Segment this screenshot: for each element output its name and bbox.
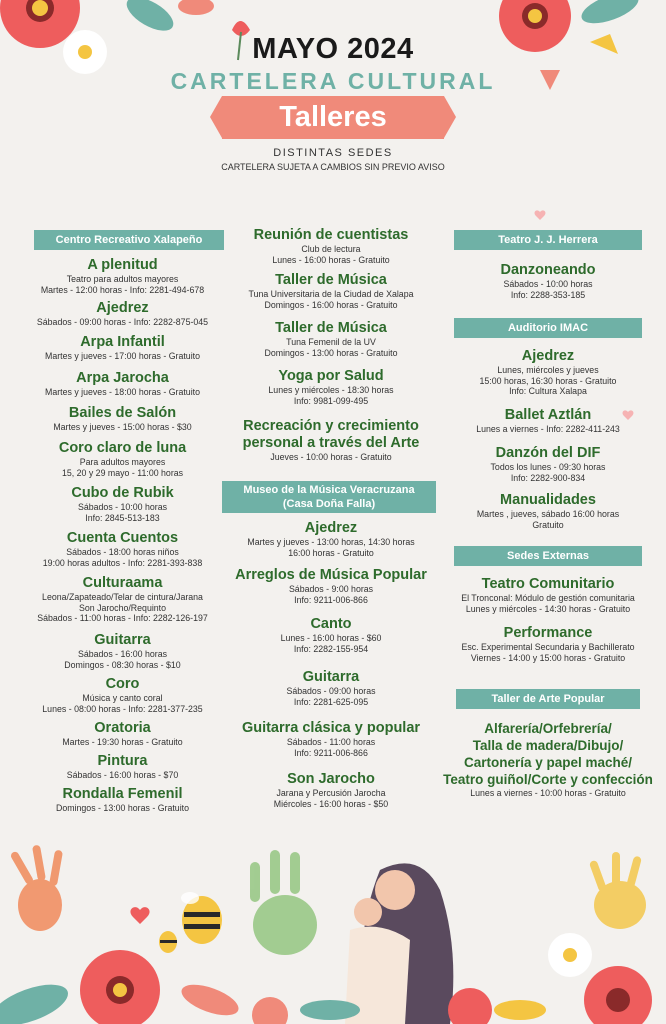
workshop-coro: Coro Música y canto coral Lunes - 08:00 horas - Info: 2281-377-235	[42, 676, 203, 714]
workshop-teatro-comunitario: Teatro Comunitario El Tronconal: Módulo de gestión comunitaria Lunes y miércoles - 14:30 horas - Gratuito	[461, 576, 635, 614]
talleres-badge: Talleres	[222, 96, 444, 139]
workshop-ajedrez-museo: Ajedrez Martes y jueves - 13:00 horas, 14:30 horas 16:00 horas - Gratuito	[247, 520, 415, 558]
banner-auditorio-imac: Auditorio IMAC	[454, 318, 642, 338]
mother-child-illustration	[345, 863, 453, 1024]
workshop-reunion-cuentistas: Reunión de cuentistas Club de lectura Lunes - 16:00 horas - Gratuito	[253, 227, 409, 265]
workshop-son-jarocho: Son Jarocho Jarana y Percusión Jarocha Miércoles - 16:00 horas - $50	[273, 771, 389, 809]
workshop-manualidades: Manualidades Martes , jueves, sábado 16:00 horas Gratuito	[476, 492, 620, 530]
leaf-icon	[121, 0, 178, 37]
bottom-right-flower-icon	[584, 966, 652, 1024]
heart-icon	[535, 210, 546, 220]
workshop-danzon-dif: Danzón del DIF Todos los lunes - 09:30 horas Info: 2282-900-834	[490, 445, 606, 483]
workshop-coro-claro-luna: Coro claro de luna Para adultos mayores 15, 20 y 29 mayo - 11:00 horas	[58, 440, 187, 478]
bee-icon	[159, 931, 177, 953]
workshop-ballet-aztlan: Ballet Aztlán Lunes a viernes - Info: 2282-411-243	[476, 407, 620, 434]
workshop-oratoria: Oratoria Martes - 19:30 horas - Gratuito	[62, 720, 183, 747]
workshop-ajedrez: Ajedrez Sábados - 09:00 horas - Info: 2282-875-045	[36, 300, 209, 327]
workshop-recreacion-arte: Recreación y crecimiento personal a través del Arte Jueves - 10:00 horas - Gratuito	[242, 418, 420, 462]
workshop-ajedrez-imac: Ajedrez Lunes, miércoles y jueves 15:00 horas, 16:30 horas - Gratuito Info: Cultura Xalapa	[479, 348, 617, 396]
workshop-performance: Performance Esc. Experimental Secundaria y Bachillerato Viernes - 14:00 y 15:00 horas - Gratuito	[461, 625, 635, 663]
workshop-culturaama: Culturaama Leona/Zapateado/Telar de cintura/Jarana Son Jarocho/Requinto Sábados - 11:00 horas - Info: 2282-126-197	[37, 575, 208, 623]
workshop-arte-popular: Alfarería/Orfebrería/ Talla de madera/Dibujo/ Cartonería y papel maché/ Teatro guiñol/Corte y confección Lunes a viernes - 10:00 horas - Gratuito	[443, 721, 653, 798]
workshop-guitarra: Guitarra Sábados - 16:00 horas Domingos - 08:30 horas - $10	[64, 632, 181, 670]
daisy-icon	[548, 933, 592, 977]
banner-centro-recreativo: Centro Recreativo Xalapeño	[34, 230, 224, 250]
workshop-cubo-rubik: Cubo de Rubik Sábados - 10:00 horas Info: 2845-513-183	[71, 485, 174, 523]
notice-text: CARTELERA SUJETA A CAMBIOS SIN PREVIO AVISO	[221, 162, 445, 172]
leaf-icon	[578, 0, 643, 30]
handprint-yellow-icon	[589, 852, 646, 929]
workshop-cuenta-cuentos: Cuenta Cuentos Sábados - 18:00 horas niños 19:00 horas adultos - Info: 2281-393-838	[42, 530, 203, 568]
workshop-pintura: Pintura Sábados - 16:00 horas - $70	[66, 753, 179, 780]
leaf-icon	[494, 1000, 546, 1020]
workshop-rondalla-femenil: Rondalla Femenil Domingos - 13:00 horas - Gratuito	[56, 786, 189, 813]
handprint-green-icon	[250, 850, 317, 955]
page-subtitle: CARTELERA CULTURAL	[170, 68, 496, 94]
bottom-left-flower-icon	[80, 950, 160, 1024]
workshop-a-plenitud: A plenitud Teatro para adultos mayores Martes - 12:00 horas - Info: 2281-494-678	[40, 257, 205, 295]
leaf-icon	[178, 978, 243, 1021]
banner-museo-musica: Museo de la Música Veracruzana (Casa Doña Falla)	[222, 481, 436, 513]
heart-icon	[130, 907, 149, 924]
workshop-arpa-infantil: Arpa Infantil Martes y jueves - 17:00 horas - Gratuito	[45, 334, 200, 361]
banner-arte-popular: Taller de Arte Popular	[456, 689, 640, 709]
bee-icon	[181, 892, 222, 944]
leaf-icon	[0, 976, 73, 1024]
sedes-label: DISTINTAS SEDES	[273, 147, 393, 159]
page-title: MAYO 2024	[252, 33, 414, 65]
banner-sedes-externas: Sedes Externas	[454, 546, 642, 566]
workshop-guitarra-clasica: Guitarra clásica y popular Sábados - 11:00 horas Info: 9211-006-866	[241, 720, 421, 758]
handprint-orange-icon	[10, 845, 64, 931]
banner-teatro-herrera: Teatro J. J. Herrera	[454, 230, 642, 250]
workshop-arpa-jarocha: Arpa Jarocha Martes y jueves - 18:00 horas - Gratuito	[45, 370, 200, 397]
workshop-taller-musica-tuna: Taller de Música Tuna Universitaria de la Ciudad de Xalapa Domingos - 16:00 horas - Gratuito	[248, 272, 414, 310]
workshop-bailes-salon: Bailes de Salón Martes y jueves - 15:00 horas - $30	[53, 405, 192, 432]
leaf-icon	[300, 1000, 360, 1020]
leaf-icon	[178, 0, 214, 15]
workshop-danzoneando: Danzoneando Sábados - 10:00 horas Info: 2288-353-185	[500, 262, 596, 300]
center-bottom-flower-icon	[252, 988, 492, 1024]
workshop-yoga-salud: Yoga por Salud Lunes y miércoles - 18:30 horas Info: 9981-099-495	[268, 368, 394, 406]
workshop-arreglos-musica: Arreglos de Música Popular Sábados - 9:00 horas Info: 9211-006-866	[235, 567, 427, 605]
workshop-taller-musica-femenil: Taller de Música Tuna Femenil de la UV Domingos - 13:00 horas - Gratuito	[264, 320, 398, 358]
workshop-guitarra-museo: Guitarra Sábados - 09:00 horas Info: 2281-625-095	[286, 669, 376, 707]
workshop-canto: Canto Lunes - 16:00 horas - $60 Info: 2282-155-954	[280, 616, 382, 654]
